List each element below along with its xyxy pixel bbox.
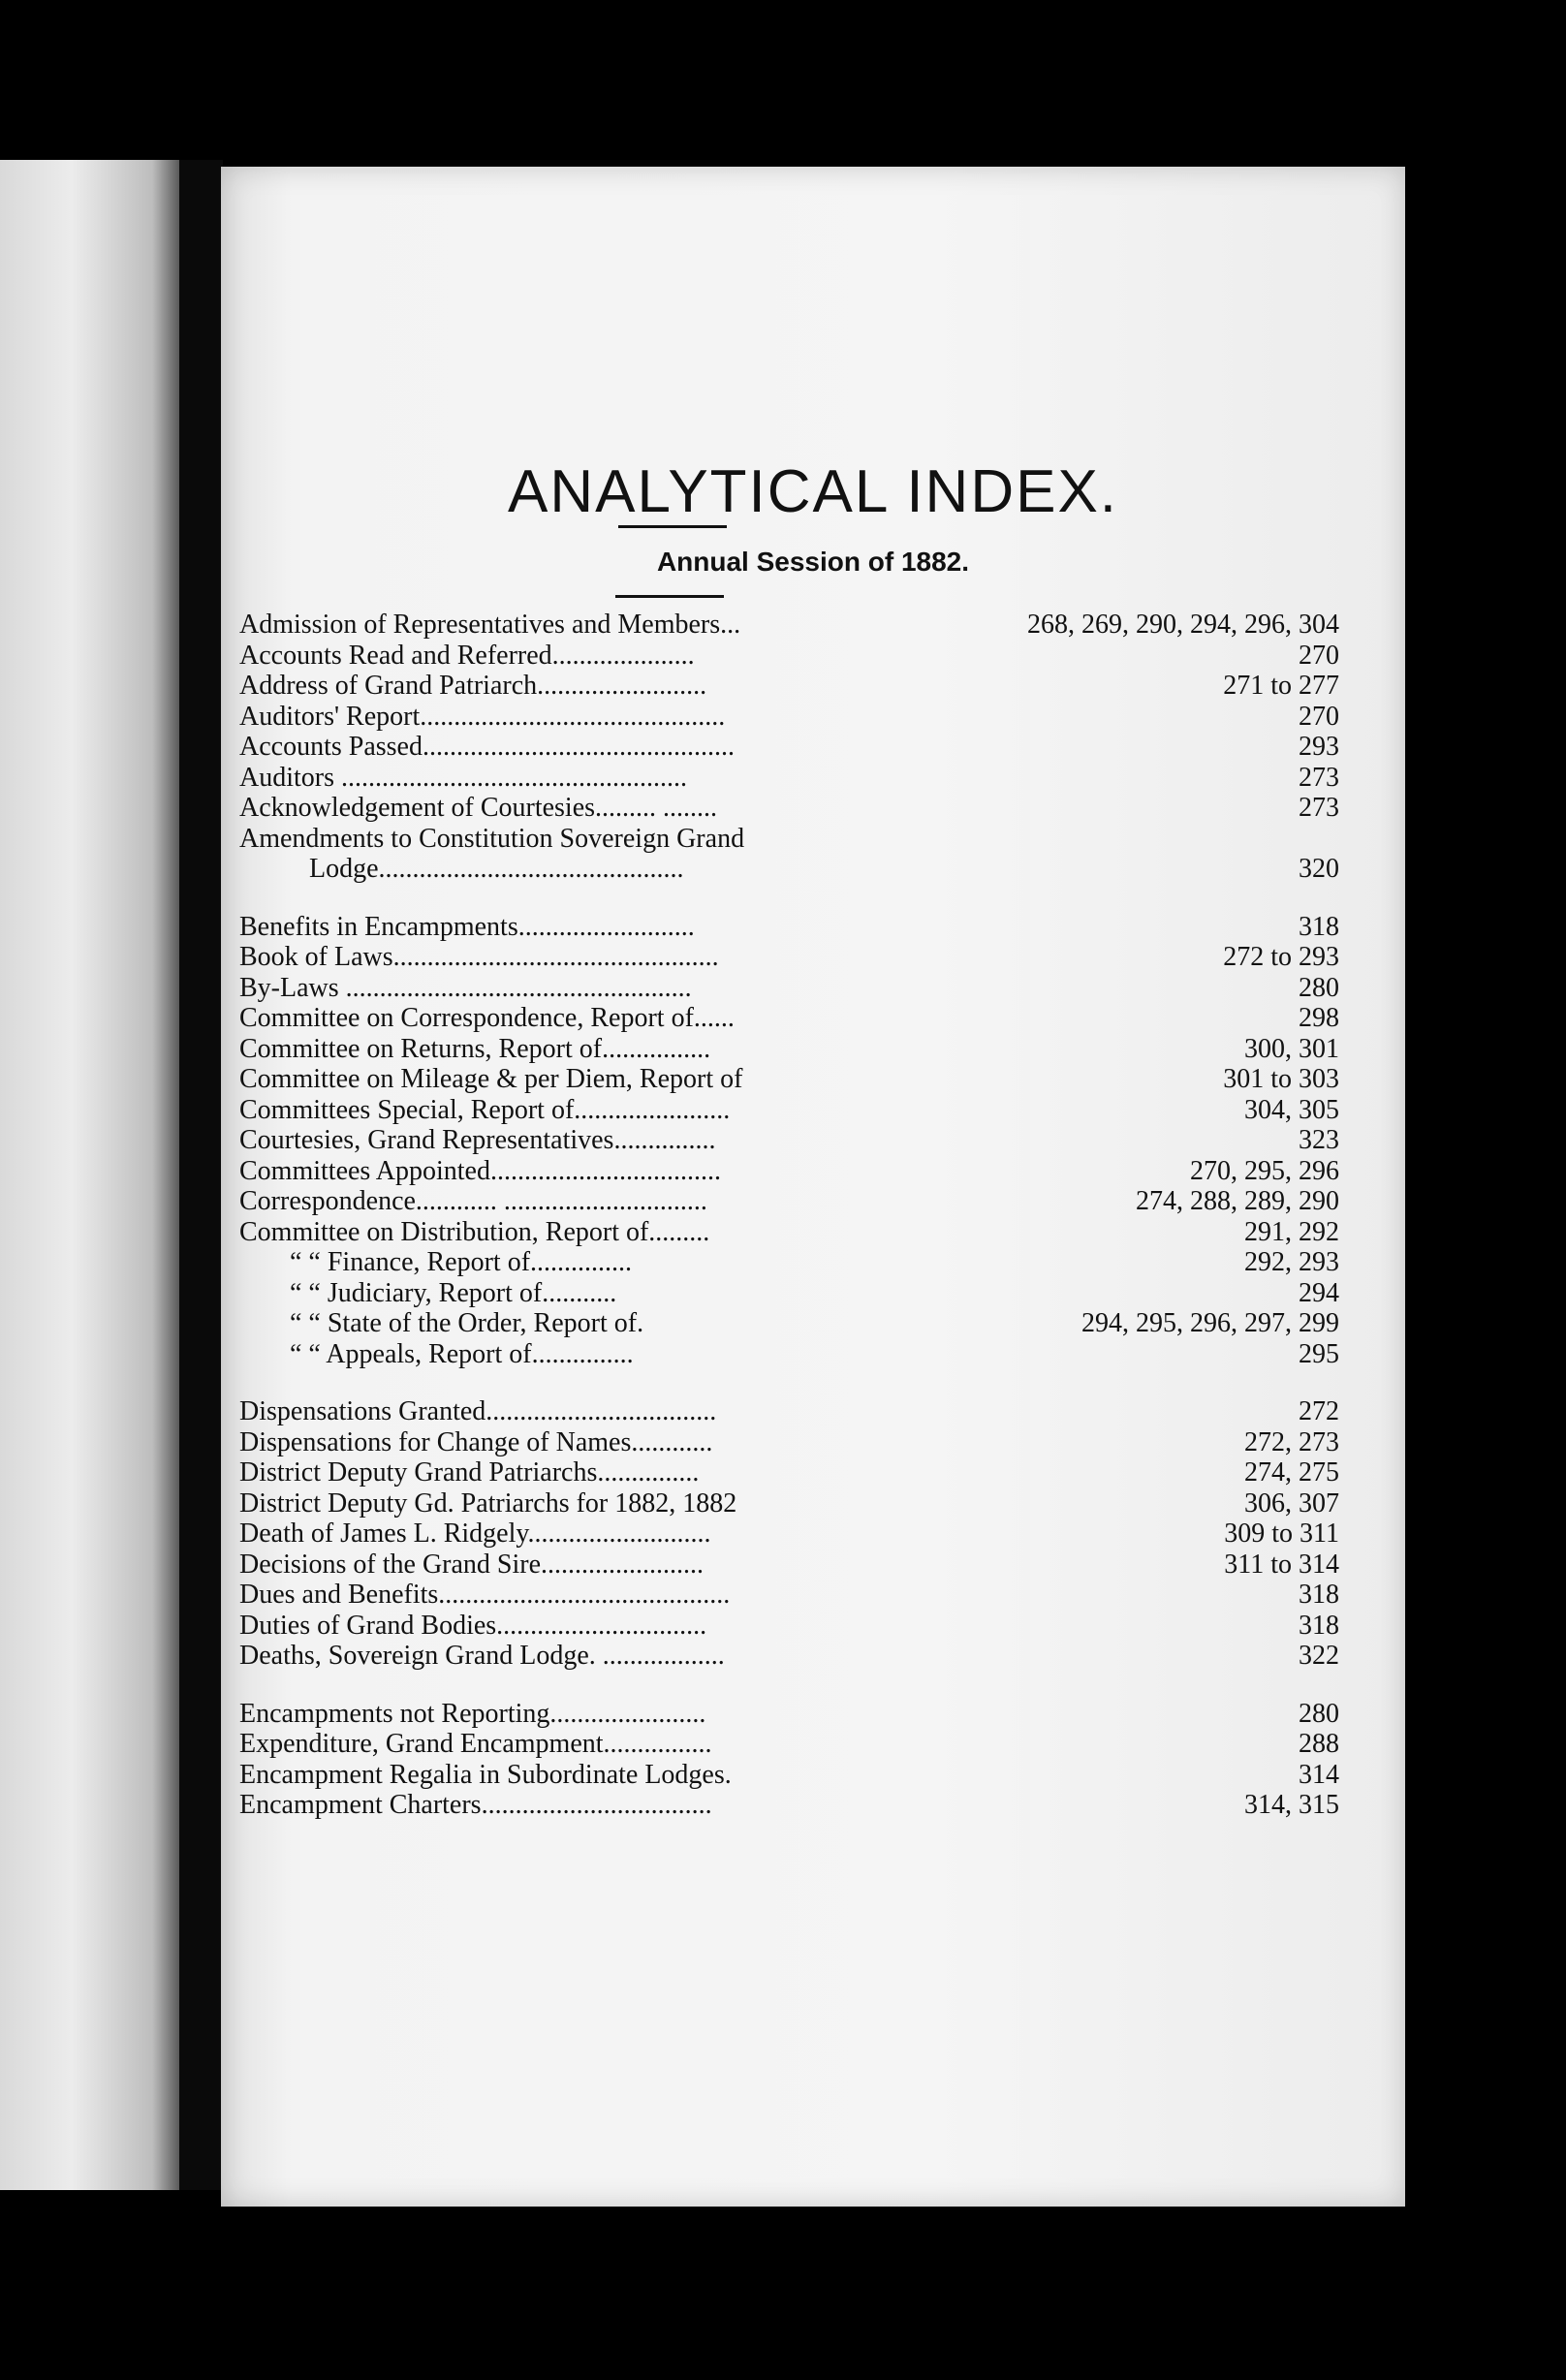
index-pages: 272, 273 — [1244, 1426, 1339, 1457]
index-term: Accounts Read and Referred..................... — [239, 640, 695, 671]
index-term: Courtesies, Grand Representatives............... — [239, 1125, 716, 1155]
index-pages: 270, 295, 296 — [1190, 1155, 1339, 1186]
index-term: Auditors ................................................... — [239, 762, 687, 793]
index-entry — [239, 973, 1339, 1004]
index-pages: 271 to 277 — [1223, 671, 1339, 701]
index-term: Book of Laws................................................ — [239, 942, 719, 972]
index-term: Benefits in Encampments.......................... — [239, 911, 695, 942]
index-entry — [239, 1247, 1339, 1278]
index-pages: 318 — [1299, 1580, 1339, 1610]
index-term: Admission of Representatives and Members... — [239, 610, 741, 640]
index-entry — [239, 1186, 1339, 1217]
index-entry — [239, 671, 1339, 702]
index-entry — [239, 1611, 1339, 1642]
index-pages: 274, 288, 289, 290 — [1136, 1186, 1339, 1216]
index-pages: 323 — [1299, 1125, 1339, 1155]
index-pages: 291, 292 — [1244, 1216, 1339, 1247]
index-pages: 292, 293 — [1244, 1247, 1339, 1277]
index-term: Address of Grand Patriarch......................... — [239, 671, 707, 701]
index-pages: 293 — [1299, 732, 1339, 762]
index-section — [239, 1699, 1339, 1821]
index-pages: 273 — [1299, 793, 1339, 823]
index-entry — [239, 1699, 1339, 1730]
page-subtitle: Annual Session of 1882. — [656, 547, 970, 577]
index-term: Lodge............................................. — [309, 854, 684, 884]
index-pages: 280 — [1299, 972, 1339, 1003]
index-entry — [239, 1003, 1339, 1034]
index-list — [239, 610, 1339, 1848]
index-pages: 268, 269, 290, 294, 296, 304 — [1027, 610, 1339, 640]
index-entry — [239, 1488, 1339, 1519]
book-gutter — [179, 160, 223, 2190]
index-pages: 311 to 314 — [1224, 1549, 1339, 1580]
index-pages: 272 to 293 — [1223, 942, 1339, 972]
index-entry — [239, 1125, 1339, 1156]
index-entry — [239, 732, 1339, 763]
index-entry — [239, 912, 1339, 943]
index-term: Encampment Charters.................................. — [239, 1790, 712, 1820]
index-pages: 294 — [1299, 1277, 1339, 1308]
index-entry — [239, 763, 1339, 794]
index-entry — [239, 1550, 1339, 1581]
index-entry — [239, 1580, 1339, 1611]
index-term: Death of James L. Ridgely........................... — [239, 1519, 711, 1549]
index-entry — [239, 1308, 1339, 1339]
index-term: Encampment Regalia in Subordinate Lodges. — [239, 1759, 732, 1790]
index-entry — [239, 1064, 1339, 1095]
index-term: “ “ Appeals, Report of............... — [290, 1338, 634, 1369]
index-term: Encampments not Reporting....................... — [239, 1698, 706, 1729]
index-pages: 304, 305 — [1244, 1094, 1339, 1125]
index-term: “ “ Finance, Report of............... — [290, 1247, 633, 1277]
index-entry — [239, 1729, 1339, 1760]
index-pages: 294, 295, 296, 297, 299 — [1081, 1308, 1339, 1338]
index-entry — [239, 1339, 1339, 1370]
index-entry — [239, 1095, 1339, 1126]
index-entry — [239, 1156, 1339, 1187]
index-term: Dispensations Granted.................................. — [239, 1396, 717, 1426]
index-term: Dues and Benefits........................................... — [239, 1580, 731, 1610]
index-section — [239, 912, 1339, 1370]
index-pages: 320 — [1299, 854, 1339, 884]
index-entry — [239, 1641, 1339, 1672]
index-term: Committee on Distribution, Report of......... — [239, 1216, 710, 1247]
index-pages: 272 — [1299, 1396, 1339, 1426]
index-pages: 270 — [1299, 701, 1339, 732]
page-title: ANALYTICAL INDEX. — [507, 458, 1119, 525]
index-term: Expenditure, Grand Encampment................ — [239, 1729, 712, 1759]
index-entry — [239, 1457, 1339, 1488]
index-pages: 314 — [1299, 1759, 1339, 1790]
index-term: Committees Appointed.................................. — [239, 1155, 721, 1186]
index-pages: 322 — [1299, 1641, 1339, 1671]
index-term: Decisions of the Grand Sire........................ — [239, 1549, 705, 1580]
index-pages: 274, 275 — [1244, 1457, 1339, 1488]
index-term: Committee on Returns, Report of................ — [239, 1033, 711, 1064]
index-entry — [239, 793, 1339, 824]
index-pages: 295 — [1299, 1338, 1339, 1369]
index-term: By-Laws ................................................... — [239, 972, 692, 1003]
index-entry — [239, 1760, 1339, 1791]
index-pages: 318 — [1299, 1610, 1339, 1641]
facing-page-edge — [0, 160, 179, 2190]
index-entry — [239, 610, 1339, 641]
index-term: Acknowledgement of Courtesies......... ........ — [239, 793, 718, 823]
index-section — [239, 1396, 1339, 1672]
index-entry — [239, 702, 1339, 733]
index-term: Deaths, Sovereign Grand Lodge. .................. — [239, 1641, 725, 1671]
index-entry — [239, 1519, 1339, 1550]
index-term: District Deputy Gd. Patriarchs for 1882, 1882 — [239, 1488, 737, 1519]
index-pages: 280 — [1299, 1698, 1339, 1729]
index-term: Dispensations for Change of Names............ — [239, 1426, 713, 1457]
index-pages: 306, 307 — [1244, 1488, 1339, 1519]
index-term: “ “ Judiciary, Report of........... — [290, 1277, 617, 1308]
index-entry — [239, 1217, 1339, 1248]
index-term: “ “ State of the Order, Report of. — [290, 1308, 644, 1338]
index-pages: 288 — [1299, 1729, 1339, 1759]
index-pages: 301 to 303 — [1223, 1064, 1339, 1094]
index-entry — [239, 942, 1339, 973]
index-term: District Deputy Grand Patriarchs............... — [239, 1457, 700, 1488]
index-entry — [239, 824, 1339, 855]
index-term: Amendments to Constitution Sovereign Grand — [239, 823, 745, 854]
subtitle-divider — [615, 595, 724, 598]
index-page — [221, 167, 1405, 2207]
index-entry — [239, 1278, 1339, 1309]
index-entry — [239, 1034, 1339, 1065]
index-term: Accounts Passed.............................................. — [239, 732, 735, 762]
index-pages: 318 — [1299, 911, 1339, 942]
title-divider — [618, 525, 727, 528]
index-pages: 273 — [1299, 762, 1339, 793]
index-pages: 298 — [1299, 1003, 1339, 1033]
index-entry — [239, 1396, 1339, 1427]
index-term: Auditors' Report............................................. — [239, 701, 726, 732]
index-entry — [239, 641, 1339, 672]
index-term: Committee on Correspondence, Report of...... — [239, 1003, 735, 1033]
index-term: Correspondence............ .............................. — [239, 1186, 707, 1216]
index-entry — [239, 1790, 1339, 1821]
index-term: Committee on Mileage & per Diem, Report of — [239, 1064, 743, 1094]
index-entry — [239, 1427, 1339, 1458]
index-pages: 270 — [1299, 640, 1339, 671]
index-pages: 309 to 311 — [1224, 1519, 1339, 1549]
index-section — [239, 610, 1339, 885]
index-term: Duties of Grand Bodies............................... — [239, 1610, 707, 1641]
index-pages: 314, 315 — [1244, 1790, 1339, 1820]
index-pages: 300, 301 — [1244, 1033, 1339, 1064]
index-term: Committees Special, Report of....................... — [239, 1094, 731, 1125]
index-entry — [239, 854, 1339, 885]
